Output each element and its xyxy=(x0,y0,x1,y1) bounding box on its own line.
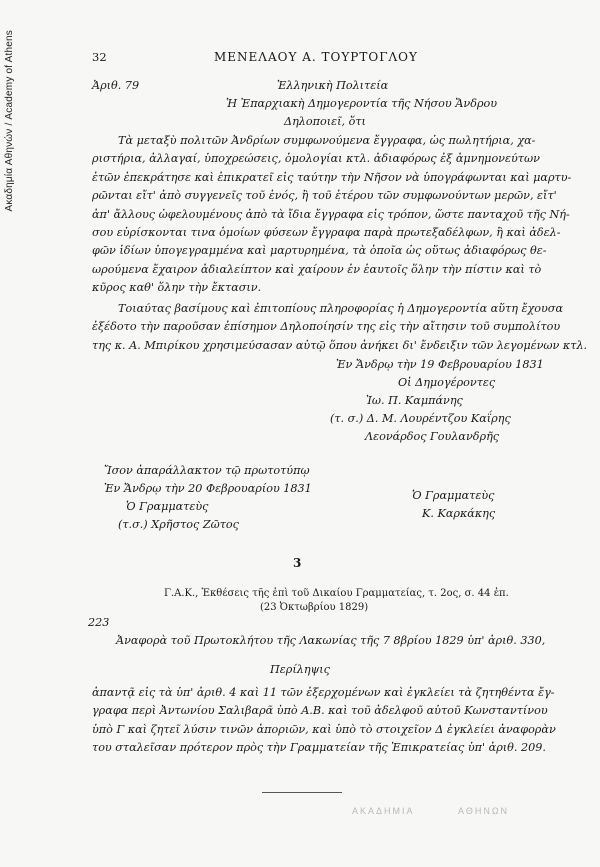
secretary-name: Κ. Καρκάκης xyxy=(422,507,496,520)
paragraph-line: ὑπὸ Γ καὶ ζητεῖ λύσιν τινῶν ἀποριῶν, καὶ ὑπὸ τὸ στοιχεῖον Δ ἐγκλείει ἀναφορὰν xyxy=(92,722,556,736)
paragraph-line: ωρούμενα ἔχαιρον ἀδιαλείπτον καὶ χαίρουν ἐν ἑαυτοῖς ὅλην τὴν πίστιν καὶ τὸ xyxy=(92,262,542,276)
paragraph-line: Τοιαύτας βασίμους καὶ ἐπιτοπίους πληροφορίας ἡ Δημογεροντία αὕτη ἔχουσα xyxy=(118,302,563,315)
watermark-left: ΑΚΑΔΗΜΙΑ xyxy=(352,806,415,816)
paragraph-line: ἐτῶν ἐπεκράτησε καὶ ἐπικρατεῖ εἰς ταύτην τὴν Νῆσον νὰ ὑπογράφωνται καὶ μαρτυ- xyxy=(92,170,572,184)
paragraph-line: Τὰ μεταξὺ πολιτῶν Ἀνδρίων συμφωνούμενα ἔγγραφα, ὡς πωλητήρια, χα- xyxy=(118,134,536,147)
paragraph-line: γραφα περὶ Ἀντωνίου Σαλιβαρᾶ ὑπὸ Α.Β. καὶ τοῦ ἀδελφοῦ αὐτοῦ Κωνσταντίνου xyxy=(92,704,548,718)
secretary-title: Ὁ Γραμματεὺς xyxy=(412,489,495,502)
paragraph-line: ἐξέδοτο τὴν παροῦσαν ἐπίσημον Δηλοποίησίν της εἰς τὴν αἴτησιν τοῦ συμπολίτου xyxy=(92,320,561,334)
running-head: ΜΕΝΕΛΑΟΥ Α. ΤΟΥΡΤΟΓΛΟΥ xyxy=(214,50,418,64)
paragraph-line: σου εὑρίσκονται τινα ὁμοίων φύσεων ἔγγραφα παρὰ πρωτεξαδέλφων, ἢ καὶ ἀδελ- xyxy=(92,226,561,240)
copy-place-date: Ἐν Ἄνδρῳ τὴν 20 Φεβρουαρίου 1831 xyxy=(104,482,312,495)
section-divider xyxy=(262,792,342,793)
paragraph-line: ρῶνται εἴτ' ἀπὸ συγγενεῖς τοῦ ἑνός, ἢ τοῦ ἑτέρου τῶν συμφωνούντων μερῶν, εἴτ' xyxy=(92,189,557,203)
section-number: 3 xyxy=(293,556,302,570)
copy-secretary-title: Ὁ Γραμματεὺς xyxy=(126,500,209,513)
archive-credit: Ακαδημία Αθηνών / Academy of Athens xyxy=(4,30,15,212)
authority-heading: Ἡ Ἐπαρχιακὴ Δημογεροντία τῆς Νήσου Ἄνδρου xyxy=(226,97,498,110)
report-title: Ἀναφορὰ τοῦ Πρωτοκλήτου τῆς Λακωνίας τῆς 7 8βρίου 1829 ὑπ' ἀριθ. 330, xyxy=(116,634,546,647)
place-date: Ἐν Ἄνδρῳ τὴν 19 Φεβρουαρίου 1831 xyxy=(336,358,544,371)
signer-name: Ἰω. Π. Καμπάνης xyxy=(366,394,463,407)
paragraph-line: ἀπ' ἄλλους ὠφελουμένους ἀπὸ τὰ ἴδια ἔγγραφα εἰς τρόπον, ὥστε πανταχοῦ τῆς Νή- xyxy=(92,207,570,221)
signer-name: Λεονάρδος Γουλανδρῆς xyxy=(365,430,500,443)
paragraph-line: του σταλεῖσαν πρότερον πρὸς τὴν Γραμματείαν τῆς Ἐπικρατείας ὑπ' ἀριθ. 209. xyxy=(92,741,546,755)
paragraph-line: κῦρος καθ' ὅλην τὴν ἔκτασιν. xyxy=(92,281,262,295)
document-number: 223 xyxy=(88,616,110,629)
elders-title: Οἱ Δημογέροντες xyxy=(398,376,496,389)
archive-source-date: (23 Ὀκτωβρίου 1829) xyxy=(260,602,369,613)
page-number: 32 xyxy=(92,50,107,64)
certified-copy-note: Ἴσον ἀπαράλλακτον τῷ πρωτοτύπῳ xyxy=(104,464,310,477)
signer-name: (τ. σ.) Δ. Μ. Λουρέντζου Καΐρης xyxy=(330,412,511,425)
paragraph-line: της κ. Α. Μπιρίκου χρησιμεύσασαν αὐτῷ ὅπου ἀνήκει δι' ἔνδειξιν τῶν λεγομένων κτλ. xyxy=(92,338,588,352)
watermark-right: ΑΘΗΝΩΝ xyxy=(458,806,510,816)
paragraph-line: φῶν ἰδίων ὑπογεγραμμένα καὶ μαρτυρημένα, τὰ ὁποῖα ὡς οὕτως ἀδιαφόρως θε- xyxy=(92,244,547,258)
document-number: Ἀριθ. 79 xyxy=(92,79,140,92)
summary-heading: Περίληψις xyxy=(270,663,330,676)
paragraph-line: ἀπαντᾷ εἰς τὰ ὑπ' ἀριθ. 4 καὶ 11 τῶν ἐξερχομένων καὶ ἐγκλείει τὰ ζητηθέντα ἔγ- xyxy=(92,686,555,699)
paragraph-line: ριστήρια, ἀλλαγαί, ὑποχρεώσεις, ὁμολογίαι κτλ. ἀδιαφόρως ἐξ ἀμνημονεύτων xyxy=(92,152,540,166)
copy-secretary-name: (τ.σ.) Χρῆστος Ζῶτος xyxy=(118,518,239,531)
archive-source: Γ.Α.Κ., Ἐκθέσεις τῆς ἐπὶ τοῦ Δικαίου Γραμματείας, τ. 2ος, σ. 44 ἐπ. xyxy=(164,588,509,599)
issuance-paragraph xyxy=(92,300,588,355)
declaration-paragraph xyxy=(92,132,572,298)
state-heading: Ἑλληνικὴ Πολιτεία xyxy=(277,79,389,92)
declaration-heading: Δηλοποιεῖ, ὅτι xyxy=(284,115,366,128)
summary-paragraph xyxy=(92,684,556,758)
